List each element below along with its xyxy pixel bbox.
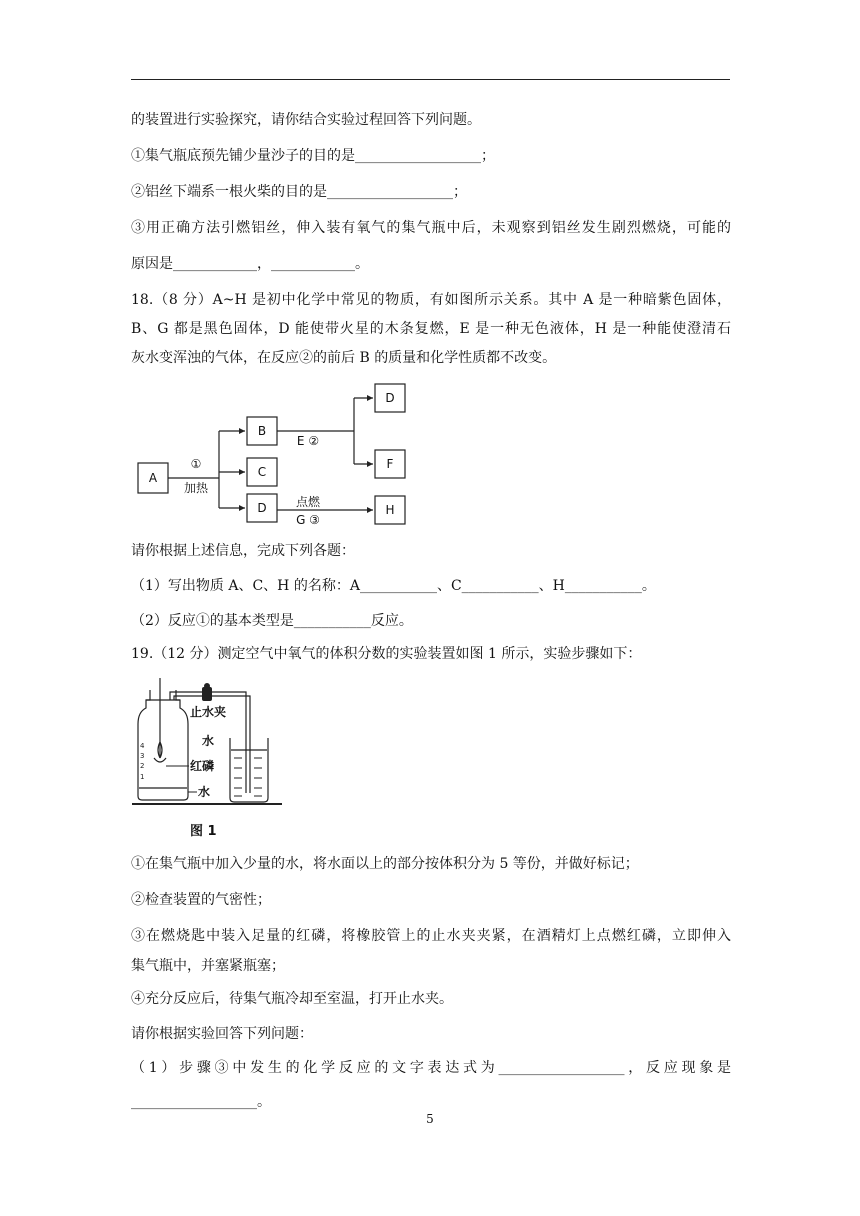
scale-4: 4 <box>140 742 145 750</box>
question-17-3: ③用正确方法引燃铝丝，伸入装有氧气的集气瓶中后，未观察到铝丝发生剧烈燃烧，可能的 <box>131 220 731 236</box>
question-19-1: （1）步骤③中发生的化学反应的文字表达式为__________________，反应现象是 <box>131 1060 731 1076</box>
label-d1: D <box>257 501 267 515</box>
question-19-stem: 19.（12 分）测定空气中氧气的体积分数的实验装置如图 1 所示，实验步骤如下： <box>131 646 642 662</box>
scale-1: 1 <box>140 773 145 781</box>
label-a: A <box>148 471 158 485</box>
question-19-step-3-cont: 集气瓶中，并塞紧瓶塞； <box>131 958 285 974</box>
label-ignite: 点燃 <box>295 495 321 509</box>
label-e2: E ② <box>296 434 320 448</box>
question-17-2: ②铝丝下端系一根火柴的目的是__________________； <box>131 184 467 200</box>
text-line: 的装置进行实验探究，请你结合实验过程回答下列问题。 <box>131 112 481 128</box>
question-18-stem-1: 18.（8 分）A~H 是初中化学中常见的物质，有如图所示关系。其中 A 是一种暗紫色固体， <box>131 292 731 308</box>
question-18-stem-3: 灰水变浑浊的气体，在反应②的前后 B 的质量和化学性质都不改变。 <box>131 350 557 366</box>
question-18-2: （2）反应①的基本类型是___________反应。 <box>131 613 413 629</box>
scale-2: 2 <box>140 762 145 770</box>
figure-1-apparatus <box>132 678 292 808</box>
label-h: H <box>385 503 395 517</box>
label-step1: ① <box>190 457 202 471</box>
page-number: 5 <box>426 1112 434 1126</box>
question-19-step-1: ①在集气瓶中加入少量的水，将水面以上的部分按体积分为 5 等份，并做好标记； <box>131 856 639 872</box>
label-water-bottle: 水 <box>198 785 211 799</box>
gas-bottle <box>138 690 188 800</box>
question-18-stem-2: B、G 都是黑色固体，D 能使带火星的木条复燃，E 是一种无色液体，H 是一种能使澄清石 <box>131 321 731 337</box>
question-17-3-cont: 原因是____________，____________。 <box>131 256 369 272</box>
label-c: C <box>257 465 267 479</box>
question-18-prompt: 请你根据上述信息，完成下列各题： <box>131 543 355 559</box>
reaction-flow-diagram <box>132 382 422 532</box>
question-17-1: ①集气瓶底预先铺少量沙子的目的是__________________； <box>131 148 495 164</box>
label-clamp: 止水夹 <box>190 705 227 719</box>
scale-3: 3 <box>140 752 145 760</box>
label-heat: 加热 <box>183 481 209 495</box>
figure-1-caption: 图 1 <box>190 824 217 839</box>
label-d2: D <box>385 391 395 405</box>
label-water-beaker: 水 <box>202 734 215 748</box>
question-19-step-2: ②检查装置的气密性； <box>131 892 271 908</box>
header-rule <box>131 79 730 80</box>
label-g3: G ③ <box>296 513 320 527</box>
question-19-step-4: ④充分反应后，待集气瓶冷却至室温，打开止水夹。 <box>131 991 453 1007</box>
question-19-prompt: 请你根据实验回答下列问题： <box>131 1026 313 1042</box>
beaker <box>230 738 268 802</box>
clamp <box>202 687 212 701</box>
label-b: B <box>257 424 267 438</box>
question-19-1-cont: __________________。 <box>131 1094 271 1110</box>
label-f: F <box>386 457 394 471</box>
question-19-step-3: ③在燃烧匙中装入足量的红磷，将橡胶管上的止水夹夹紧，在酒精灯上点燃红磷，立即伸入 <box>131 928 731 944</box>
question-18-1: （1）写出物质 A、C、H 的名称：A___________、C___________、H___________。 <box>131 578 656 594</box>
label-red-phosphorus: 红磷 <box>190 759 215 773</box>
